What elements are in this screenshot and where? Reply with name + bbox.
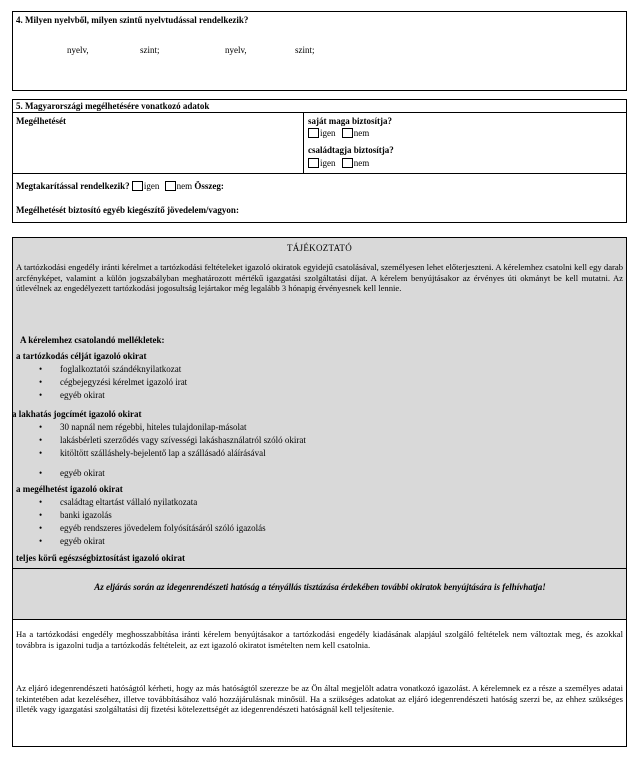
- savings-row: [16, 181, 224, 192]
- bottom-paragraph-2: Az eljáró idegenrendészeti hatóságtól kérheti, hogy az más hatóságtól szerezze be az Ön által megjelölt adatra vonatkozó igazolást. A kérelemnek ez a része a személyes adatai tekintetében adat kezeléséhez, illetve továbbításához való hozzájárulásnak minősül. Ha a szükséges adatokat az eljáró idegenrendészeti hatóság szerzi be, az ehhez szükséges illeték vagy igazgatási szolgáltatási díj fizetési kötelezettségét az idegenrendészeti hatóságnál kell teljesítenie.: [16, 683, 623, 714]
- section-5-row-divider: [12, 173, 627, 174]
- group-2-list: [12, 422, 572, 479]
- bottom-paragraph-1: Ha a tartózkodási engedély meghosszabbítása iránti kérelem benyújtásakor a tartózkodási engedély kiadásának alapjául szolgáló feltételek nem változtak meg, és azokkal továbbra is igazolni tudja a tartózkodás feltételeit, az ezt igazoló okiratot ismételten nem kell csatolnia.: [16, 629, 623, 650]
- list-item: • egyéb okirat: [12, 390, 572, 401]
- list-item: • egyéb rendszeres jövedelem folyósításáról szóló igazolás: [12, 523, 572, 534]
- language-1-label: nyelv,: [67, 45, 89, 55]
- livelihood-label: Megélhetését: [16, 116, 66, 126]
- list-item: • egyéb okirat: [12, 536, 572, 547]
- info-intro: A tartózkodási engedély iránti kérelmet a tartózkodási feltételeket igazoló okiratok egyidejű csatolásával, személyesen lehet előterjeszteni. A kérelemhez csatolni kell egy darab arcfényképet, valamint a külön jogszabályban meghatározott mértékű igazgatási szolgáltatási díjat. A kérelem benyújtásakor az érvényes úti okmányt be kell mutatni. Az útlevélnek az engedélyezett tartózkodási jogosultság lejártakor még legalább 3 hónapig érvényesnek kell lennie.: [16, 262, 623, 293]
- list-item: • egyéb okirat: [12, 468, 572, 479]
- list-item: • foglalkoztatói szándéknyilatkozat: [12, 364, 572, 375]
- list-item: • családtag eltartást vállaló nyilatkozata: [12, 497, 572, 508]
- notice-text: Az eljárás során az idegenrendészeti hatóság a tényállás tisztázása érdekében további okiratok benyújtására is felhívhatja!: [94, 582, 546, 592]
- self-no-checkbox[interactable]: [342, 128, 353, 138]
- list-item: • lakásbérleti szerződés vagy szívességi lakáshasználatról szóló okirat: [12, 435, 572, 446]
- level-2-label: szint;: [295, 45, 315, 55]
- language-2-label: nyelv,: [225, 45, 247, 55]
- self-yes-label: igen: [320, 128, 336, 138]
- list-item: • cégbejegyzési kérelmet igazoló irat: [12, 377, 572, 388]
- family-provided-label: családtagja biztosítja?: [308, 145, 394, 155]
- family-no-label: nem: [353, 158, 370, 168]
- savings-no-label: nem: [176, 181, 193, 191]
- group-4-title: teljes körű egészségbiztosítást igazoló okirat: [16, 553, 185, 563]
- group-2-title: a lakhatás jogcímét igazoló okirat: [12, 409, 142, 419]
- info-divider-1: [12, 568, 627, 569]
- section-5-col-divider: [303, 112, 304, 173]
- list-item: • kitöltött szálláshely-bejelentő lap a szállásadó aláírásával: [12, 448, 572, 459]
- savings-yes-checkbox[interactable]: [132, 181, 143, 191]
- list-item: • 30 napnál nem régebbi, hiteles tulajdonilap-másolat: [12, 422, 572, 433]
- section-4-title: 4. Milyen nyelvből, milyen szintű nyelvtudással rendelkezik?: [16, 15, 249, 25]
- level-1-label: szint;: [140, 45, 160, 55]
- self-yes-checkbox[interactable]: [308, 128, 319, 138]
- family-yes-label: igen: [320, 158, 336, 168]
- savings-no-checkbox[interactable]: [165, 181, 176, 191]
- self-provided-label: saját maga biztosítja?: [308, 116, 392, 126]
- savings-label: Megtakarítással rendelkezik?: [16, 181, 130, 191]
- group-3-title: a megélhetést igazoló okirat: [16, 484, 123, 494]
- amount-label: Összeg:: [194, 181, 224, 191]
- family-no-checkbox[interactable]: [342, 158, 353, 168]
- group-3-list: [12, 497, 572, 547]
- family-yes-checkbox[interactable]: [308, 158, 319, 168]
- section-5-title: 5. Magyarországi megélhetésére vonatkozó adatok: [16, 101, 210, 111]
- self-no-label: nem: [353, 128, 370, 138]
- savings-yes-label: igen: [143, 181, 160, 191]
- self-provided-options: [308, 128, 369, 139]
- other-income-label: Megélhetését biztosító egyéb kiegészítő jövedelem/vagyon:: [16, 205, 239, 215]
- group-1-title: a tartózkodás célját igazoló okirat: [16, 351, 147, 361]
- info-title: TÁJÉKOZTATÓ: [286, 243, 353, 253]
- group-1-list: [12, 364, 572, 401]
- attachments-heading: A kérelemhez csatolandó mellékletek:: [20, 335, 165, 345]
- family-provided-options: [308, 158, 369, 169]
- section-5-title-divider: [12, 112, 627, 113]
- list-item: • banki igazolás: [12, 510, 572, 521]
